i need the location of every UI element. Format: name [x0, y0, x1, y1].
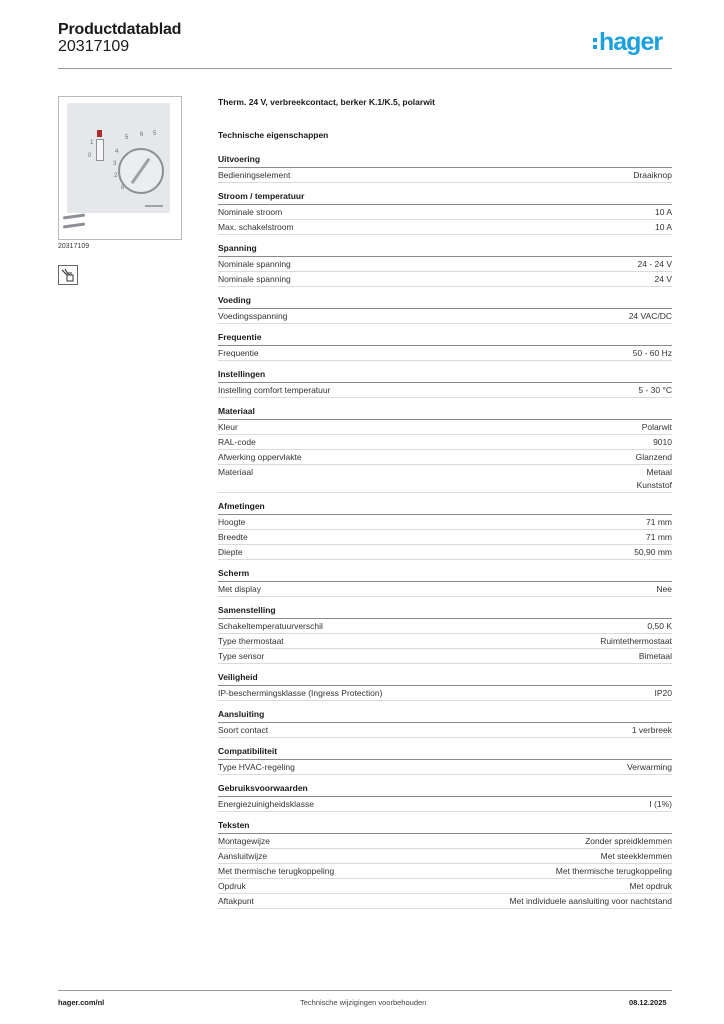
thermostat-plate: [67, 103, 170, 213]
product-description: Therm. 24 V, verbreekcontact, berker K.1/K.5, polarwit: [218, 97, 435, 107]
spec-group-title: Aansluiting: [218, 709, 672, 723]
spec-label: Bedieningselement: [218, 170, 291, 180]
spec-label: Montagewijze: [218, 836, 270, 846]
spec-group-title: Afmetingen: [218, 501, 672, 515]
spec-row: [218, 634, 672, 649]
spec-label: Type thermostaat: [218, 636, 284, 646]
spec-row: [218, 849, 672, 864]
spec-row: [218, 545, 672, 560]
spec-value-line: 9010: [653, 437, 672, 447]
spec-row: [218, 834, 672, 849]
dial-number: 0: [88, 153, 92, 159]
spec-value: [633, 169, 672, 182]
spec-row: [218, 346, 672, 361]
spec-value-line: Ruimtethermostaat: [600, 636, 672, 646]
spec-label: Diepte: [218, 547, 243, 557]
spec-label: Breedte: [218, 532, 248, 542]
spec-label: Opdruk: [218, 881, 246, 891]
spec-label: Soort contact: [218, 725, 269, 735]
spec-group: [218, 332, 672, 361]
spec-value: [653, 436, 672, 449]
spec-group: [218, 568, 672, 597]
spec-label: Voedingsspanning: [218, 311, 288, 321]
spec-label: Max. schakelstroom: [218, 222, 294, 232]
spec-row: [218, 894, 672, 909]
spec-row: [218, 420, 672, 435]
spec-label: Type HVAC-regeling: [218, 762, 295, 772]
hager-logo: [593, 29, 662, 55]
spec-label: Materiaal: [218, 467, 253, 477]
spec-value: [655, 206, 672, 219]
spec-row: [218, 450, 672, 465]
spec-row: [218, 515, 672, 530]
spec-group: [218, 820, 672, 909]
dial-number: 8: [121, 185, 125, 191]
spec-value: [639, 650, 672, 663]
spec-group: [218, 295, 672, 324]
spec-value: [600, 635, 672, 648]
spec-value: [638, 384, 672, 397]
spec-label: Kleur: [218, 422, 238, 432]
spec-value: [647, 620, 672, 633]
spec-row: [218, 760, 672, 775]
spec-value: [629, 310, 672, 323]
spec-label: Met display: [218, 584, 261, 594]
footer-disclaimer: Technische wijzigingen voorbehouden: [300, 998, 427, 1007]
footer-website: hager.com/nl: [58, 998, 105, 1007]
spec-value-line: 50 - 60 Hz: [632, 348, 672, 358]
spec-row: [218, 619, 672, 634]
spec-value: [649, 798, 672, 811]
spec-group: [218, 605, 672, 664]
spec-table: [218, 154, 672, 917]
spec-value-line: Bimetaal: [638, 651, 672, 661]
spec-value: [656, 583, 672, 596]
spec-label: Instelling comfort temperatuur: [218, 385, 331, 395]
spec-row: [218, 465, 672, 493]
spec-label: Afwerking oppervlakte: [218, 452, 302, 462]
section-title: Technische eigenschappen: [218, 130, 329, 140]
spec-value-line: Nee: [656, 584, 672, 594]
spec-row: [218, 257, 672, 272]
spec-value: [509, 895, 672, 908]
spec-row: [218, 272, 672, 287]
spec-value: [636, 451, 672, 464]
spec-label: RAL-code: [218, 437, 256, 447]
spec-label: Met thermische terugkoppeling: [218, 866, 335, 876]
image-caption: 20317109: [58, 243, 90, 250]
spec-value: [655, 221, 672, 234]
dial-number: 4: [115, 149, 119, 155]
spec-label: Nominale spanning: [218, 259, 291, 269]
spec-value: [634, 546, 672, 559]
spec-group-title: Samenstelling: [218, 605, 672, 619]
spec-value: [638, 258, 673, 271]
spec-group-title: Spanning: [218, 243, 672, 257]
dial-number: 5: [125, 135, 129, 141]
spec-group: [218, 501, 672, 560]
product-number: 20317109: [58, 38, 130, 55]
dial-number: 1: [90, 140, 94, 146]
page-title: Productdatablad: [58, 21, 182, 38]
spec-group-title: Compatibiliteit: [218, 746, 672, 760]
spec-label: IP-beschermingsklasse (Ingress Protection): [218, 688, 383, 698]
spec-row: [218, 879, 672, 894]
spec-value-line: 0,50 K: [647, 621, 672, 631]
spec-row: [218, 220, 672, 235]
spec-group-title: Uitvoering: [218, 154, 672, 168]
spec-row: [218, 797, 672, 812]
spec-row: [218, 723, 672, 738]
spec-group: [218, 672, 672, 701]
spec-row: [218, 649, 672, 664]
spec-value: [629, 880, 672, 893]
product-image: [58, 96, 182, 240]
header-divider: [58, 68, 672, 69]
spec-group-title: Veiligheid: [218, 672, 672, 686]
spec-value: [601, 850, 672, 863]
logo-text: hager: [599, 28, 663, 56]
brand-mark: [145, 205, 163, 207]
spec-group-title: Teksten: [218, 820, 672, 834]
spec-value-line: 10 A: [654, 222, 672, 232]
spec-value-line: Glanzend: [635, 452, 672, 462]
spec-label: Type sensor: [218, 651, 265, 661]
led-indicator: [97, 130, 102, 137]
spec-value-line: 5 - 30 °C: [638, 385, 672, 395]
spec-value-line: 24 - 24 V: [637, 259, 672, 269]
spec-group-title: Scherm: [218, 568, 672, 582]
dial-number: 2: [114, 173, 118, 179]
spec-row: [218, 582, 672, 597]
spec-value: [633, 347, 672, 360]
spec-label: Aftakpunt: [218, 896, 254, 906]
spec-value-line: 24 VAC/DC: [628, 311, 672, 321]
spec-group-title: Frequentie: [218, 332, 672, 346]
spec-value-line: 71 mm: [646, 517, 672, 527]
spec-group-title: Voeding: [218, 295, 672, 309]
spec-label: Aansluitwijze: [218, 851, 268, 861]
spec-value-line: I (1%): [649, 799, 672, 809]
spec-value-line: 71 mm: [646, 532, 672, 542]
spec-row: [218, 864, 672, 879]
spec-value-line: 50,90 mm: [634, 547, 672, 557]
spec-value: [646, 516, 672, 529]
footer-date: 08.12.2025: [629, 998, 667, 1007]
spec-value-line: Zonder spreidklemmen: [585, 836, 672, 846]
spec-group-title: Instellingen: [218, 369, 672, 383]
spec-group-title: Materiaal: [218, 406, 672, 420]
spec-label: Energiezuinigheidsklasse: [218, 799, 314, 809]
spec-value-line: Draaiknop: [633, 170, 672, 180]
switch-slot: [96, 139, 104, 161]
spec-value: [646, 531, 672, 544]
spec-row: [218, 168, 672, 183]
spec-value: [637, 466, 672, 492]
spec-value-line: 24 V: [654, 274, 672, 284]
rotary-knob: [118, 148, 164, 194]
spec-value-line: Verwarming: [627, 762, 672, 772]
spec-group: [218, 191, 672, 235]
spec-group: [218, 783, 672, 812]
spec-label: Schakeltemperatuurverschil: [218, 621, 323, 631]
spec-group: [218, 709, 672, 738]
spec-value-line: Kunststof: [636, 480, 672, 490]
spec-row: [218, 686, 672, 701]
spec-label: Nominale stroom: [218, 207, 283, 217]
spec-row: [218, 205, 672, 220]
spec-group: [218, 406, 672, 493]
spec-label: Frequentie: [218, 348, 259, 358]
spec-group-title: Stroom / temperatuur: [218, 191, 672, 205]
spec-value-line: Met individuele aansluiting voor nachtstand: [509, 896, 672, 906]
dial-number: 6: [140, 132, 144, 138]
spec-value-line: 10 A: [654, 207, 672, 217]
spec-group: [218, 243, 672, 287]
spec-value: [655, 273, 673, 286]
screws-icon: [63, 215, 85, 233]
spec-value: [632, 724, 672, 737]
spec-value: [642, 421, 672, 434]
spec-value-line: Met opdruk: [629, 881, 672, 891]
spec-group: [218, 369, 672, 398]
spec-value: [655, 687, 673, 700]
spec-value: [556, 865, 672, 878]
spec-row: [218, 383, 672, 398]
spec-value-line: Met steekklemmen: [600, 851, 672, 861]
dial-number: 5: [153, 131, 157, 137]
spec-label: Hoogte: [218, 517, 246, 527]
logo-dots-icon: [593, 35, 597, 49]
spec-row: [218, 530, 672, 545]
footer-divider: [58, 990, 672, 991]
spec-value-line: Polarwit: [641, 422, 672, 432]
hand-plug-icon: [58, 265, 78, 285]
spec-group: [218, 154, 672, 183]
spec-value-line: Met thermische terugkoppeling: [555, 866, 672, 876]
spec-value-line: 1 verbreek: [631, 725, 672, 735]
spec-value: [627, 761, 672, 774]
spec-group: [218, 746, 672, 775]
spec-group-title: Gebruiksvoorwaarden: [218, 783, 672, 797]
spec-label: Nominale spanning: [218, 274, 291, 284]
spec-row: [218, 435, 672, 450]
dial-number: 3: [113, 161, 117, 167]
spec-value-line: Metaal: [646, 467, 672, 477]
spec-value-line: IP20: [654, 688, 672, 698]
spec-value: [585, 835, 672, 848]
spec-row: [218, 309, 672, 324]
